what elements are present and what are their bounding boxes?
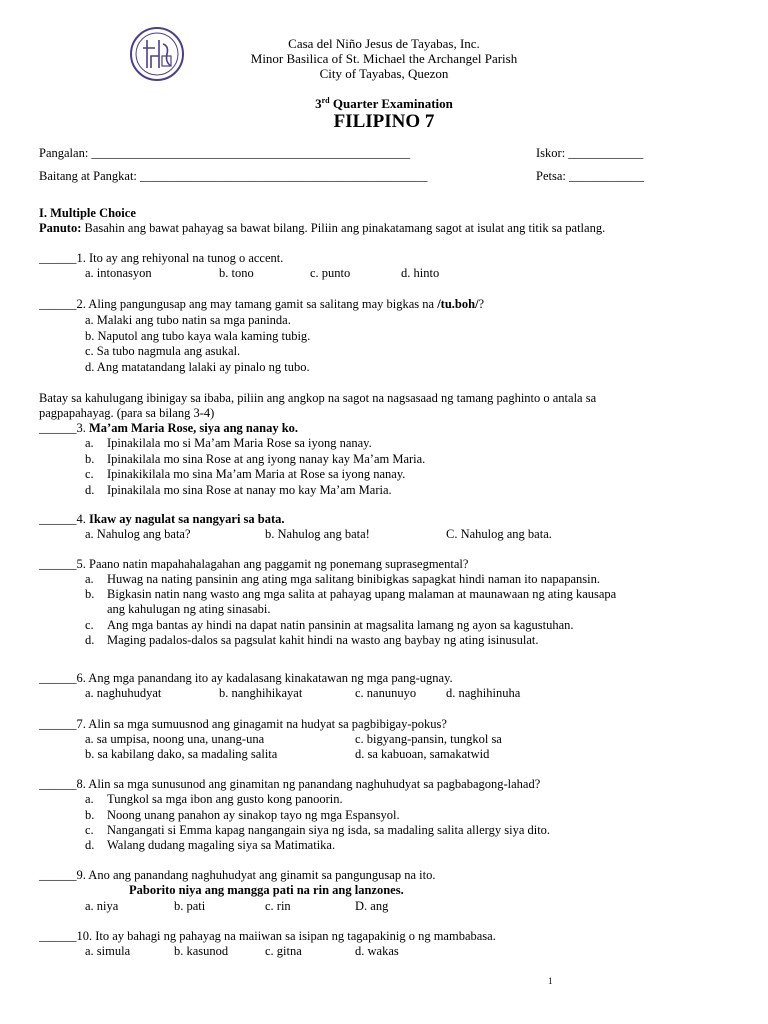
q2-option-b: b. Naputol ang tubo kaya wala kaming tubig. xyxy=(85,329,311,343)
q6-option-c: c. nanunuyo xyxy=(355,686,417,700)
instruction-3-4-line2: pagpapahayag. (para sa bilang 3-4) xyxy=(39,406,215,420)
org-name: Casa del Niño Jesus de Tayabas, Inc. xyxy=(288,36,480,51)
q9-option-c: c. rin xyxy=(265,899,291,913)
name-field[interactable]: Pangalan: ___________________________________________________ xyxy=(39,146,411,160)
q8-option-a: a. Tungkol sa mga ibon ang gusto kong panoorin. xyxy=(85,792,343,806)
q10-option-d: d. wakas xyxy=(355,944,399,958)
q10-option-a: a. simula xyxy=(85,944,131,958)
question-4: ______4. Ikaw ay nagulat sa nangyari sa bata. xyxy=(39,512,285,526)
subject-title: FILIPINO 7 xyxy=(333,111,435,132)
q5-option-b: b. Bigkasin natin nang wasto ang mga salita at pahayag upang malaman at maunawaan ng ating kausapa xyxy=(85,587,617,601)
parish-name: Minor Basilica of St. Michael the Archangel Parish xyxy=(250,51,518,66)
q4-option-c: C. Nahulog ang bata. xyxy=(446,527,552,541)
question-3: ______3. Ma’am Maria Rose, siya ang nanay ko. xyxy=(39,421,299,435)
q3-option-d: d. Ipinakilala mo sina Rose at nanay mo kay Ma’am Maria. xyxy=(85,483,392,497)
question-7: ______7. Alin sa mga sumuusnod ang ginagamit na hudyat sa pagbibigay-pokus? xyxy=(39,717,447,731)
school-header xyxy=(0,36,768,81)
q10-option-b: b. kasunod xyxy=(174,944,229,958)
question-1: ______1. Ito ay ang rehiyonal na tunog o accent. xyxy=(39,251,284,265)
q4-option-a: a. Nahulog ang bata? xyxy=(85,527,191,541)
q10-option-c: c. gitna xyxy=(265,944,302,958)
question-9: ______9. Ano ang panandang naghuhudyat ang ginamit sa pangungusap na ito. xyxy=(39,868,436,882)
question-2: ______2. Aling pangungusap ang may tamang gamit sa salitang may bigkas na /tu.boh/? xyxy=(39,297,485,311)
q5-option-d: d. Maging padalos-dalos sa pagsulat kahit hindi na wasto ang baybay ng ating isinusulat. xyxy=(85,633,539,647)
exam-title: 3rd Quarter Examination xyxy=(315,96,453,111)
q7-option-a: a. sa umpisa, noong una, unang-una xyxy=(85,732,265,746)
q8-option-b: b. Noong unang panahon ay sinakop tayo ng mga Espansyol. xyxy=(85,808,400,822)
q4-option-b: b. Nahulog ang bata! xyxy=(265,527,370,541)
q3-option-b: b. Ipinakilala mo sina Rose at ang iyong nanay kay Ma’am Maria. xyxy=(85,452,426,466)
city-name: City of Tayabas, Quezon xyxy=(319,66,449,81)
q3-option-a: a. Ipinakilala mo si Ma’am Maria Rose sa iyong nanay. xyxy=(85,436,372,450)
q9-option-b: b. pati xyxy=(174,899,206,913)
q2-option-a: a. Malaki ang tubo natin sa mga paninda. xyxy=(85,313,291,327)
grade-section-field[interactable]: Baitang at Pangkat: ______________________________________________ xyxy=(39,169,428,183)
q9-option-d: D. ang xyxy=(355,899,389,913)
q1-option-a: a. intonasyon xyxy=(85,266,152,280)
q1-option-b: b. tono xyxy=(219,266,254,280)
q8-option-c: c. Nangangati si Emma kapag nangangain siya ng isda, sa madaling salita allergy siya dito. xyxy=(85,823,551,837)
section-title: I. Multiple Choice xyxy=(39,206,136,220)
question-6: ______6. Ang mga panandang ito ay kadalasang kinakatawan ng mga pang-ugnay. xyxy=(39,671,453,685)
q5-option-a: a. Huwag na nating pansinin ang ating mga salitang binibigkas sapagkat hindi naman ito napapansin. xyxy=(85,572,600,586)
q2-option-d: d. Ang matatandang lalaki ay pinalo ng tubo. xyxy=(85,360,310,374)
question-8: ______8. Alin sa mga sunusunod ang ginamitan ng panandang naghuhudyat sa pagbabagong-lahad? xyxy=(39,777,541,791)
directions: Panuto: Basahin ang bawat pahayag sa bawat bilang. Piliin ang pinakatamang sagot at isulat ang titik sa patlang. xyxy=(39,221,606,235)
q7-option-d: d. sa kabuoan, samakatwid xyxy=(355,747,490,761)
date-field[interactable]: Petsa: ____________ xyxy=(536,169,644,183)
q2-option-c: c. Sa tubo nagmula ang asukal. xyxy=(85,344,241,358)
q7-option-c: c. bigyang-pansin, tungkol sa xyxy=(355,732,502,746)
q5-option-c: c. Ang mga bantas ay hindi na dapat natin pansinin at magsalita lamang ng ayon sa kagustuhan. xyxy=(85,618,574,632)
page-number: 1 xyxy=(548,976,553,986)
score-field[interactable]: Iskor: ____________ xyxy=(536,146,644,160)
q7-option-b: b. sa kabilang dako, sa madaling salita xyxy=(85,747,278,761)
q6-option-b: b. nanghihikayat xyxy=(219,686,303,700)
question-5: ______5. Paano natin mapahahalagahan ang paggamit ng ponemang suprasegmental? xyxy=(39,557,469,571)
q9-sentence: Paborito niya ang mangga pati na rin ang lanzones. xyxy=(129,883,404,897)
q6-option-d: d. naghihinuha xyxy=(446,686,521,700)
q9-option-a: a. niya xyxy=(85,899,119,913)
question-10: ______10. Ito ay bahagi ng pahayag na maiiwan sa isipan ng tagapakinig o ng mambabasa. xyxy=(39,929,496,943)
instruction-3-4-line1: Batay sa kahulugang ibinigay sa ibaba, piliin ang angkop na sagot na nagsasaad ng tamang paghinto o antala sa xyxy=(39,391,597,405)
q8-option-d: d. Walang dudang magaling siya sa Matimatika. xyxy=(85,838,336,852)
q5-option-b-cont: ang kahulugan ng ating sinasabi. xyxy=(107,602,271,616)
q3-option-c: c. Ipinakikilala mo sina Ma’am Maria at Rose sa iyong nanay. xyxy=(85,467,406,481)
q1-option-c: c. punto xyxy=(310,266,351,280)
q6-option-a: a. naghuhudyat xyxy=(85,686,162,700)
q1-option-d: d. hinto xyxy=(401,266,440,280)
